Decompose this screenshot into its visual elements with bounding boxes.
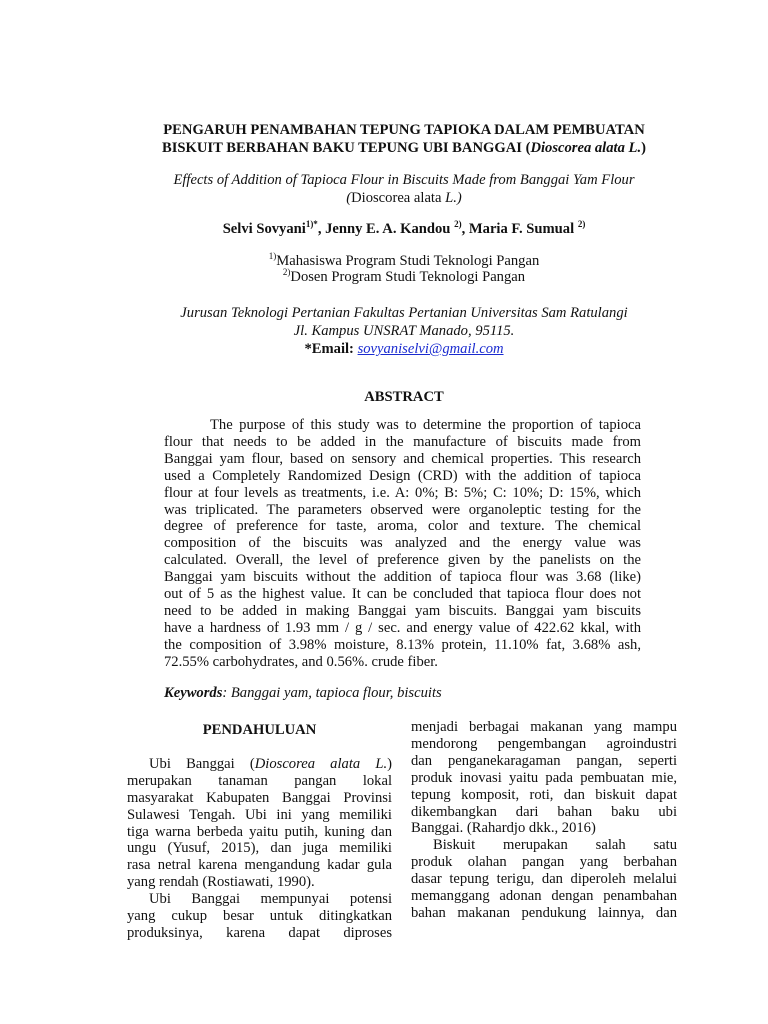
- body-line: menjadi berbagai makanan yang mampu: [411, 719, 677, 735]
- email-link[interactable]: sovyaniselvi@gmail.com: [357, 341, 504, 357]
- body-line: produk inovasi yaitu pada pembuatan mie,: [411, 769, 677, 786]
- body-line: dikembangkan dari bahan baku ubi: [411, 803, 677, 820]
- body-line: yang cukup besar untuk ditingkatkan: [127, 908, 392, 925]
- author-2-sep: ,: [461, 221, 469, 237]
- abstract-line: Banggai yam biscuits without the addition of tapioca flour was 3.68 (like): [164, 569, 641, 586]
- body-text: Ubi Banggai (: [149, 755, 255, 772]
- abstract-line: was triplicated. The parameters observed were organoleptic testing for the: [164, 501, 641, 518]
- abstract-line: have a hardness of 1.93 mm / g / sec. and energy value of 422.62 kkal, with: [164, 619, 641, 636]
- keywords-label: Keywords: [164, 685, 223, 701]
- body-line: Banggai. (Rahardjo dkk., 2016): [411, 820, 596, 837]
- author-2: [325, 221, 469, 237]
- body-line: dan penganekaragaman pangan, seperti: [411, 752, 677, 769]
- institution-line-2: Jl. Kampus UNSRAT Manado, 95115.: [293, 323, 515, 339]
- body-line: memanggang adonan dengan penambahan: [411, 888, 677, 905]
- english-title-close: L.): [441, 190, 462, 206]
- abstract-line: the composition of 3.98% moisture, 8.13% protein, 11.10% fat, 3.68% ash,: [164, 636, 641, 653]
- abstract-line: 72.55% carbohydrates, and 0.56%. crude fiber.: [164, 653, 438, 670]
- body-line: Biskuit merupakan salah satu: [433, 837, 677, 854]
- email-label: *Email:: [304, 341, 358, 357]
- author-2-sup: 2): [454, 219, 462, 229]
- affiliation-2-sup: 2): [282, 267, 291, 277]
- abstract-line: used a Completely Randomized Design (CRD) with the addition of tapioca: [164, 467, 641, 484]
- keywords: [164, 685, 641, 702]
- section-heading-pendahuluan: PENDAHULUAN: [202, 722, 317, 738]
- author-1-sep: ,: [317, 221, 326, 237]
- abstract-line: flour at four levels as treatments, i.e. A: 0%; B: 5%; C: 10%; D: 15%, which: [164, 484, 641, 501]
- left-column: [127, 722, 392, 942]
- english-title-open: (: [346, 190, 352, 206]
- body-line: produk olahan pangan yang berbahan: [411, 854, 677, 871]
- author-3: [469, 221, 585, 237]
- body-line: Sulawesi Tengah. Ubi ini yang memiliki: [127, 806, 392, 823]
- author-1: [223, 221, 325, 237]
- abstract-line: composition of the biscuits was analyzed and the energy value was: [164, 535, 641, 552]
- abstract-line: The purpose of this study was to determine the proportion of tapioca: [210, 417, 641, 433]
- affiliation-list: [120, 253, 688, 285]
- affiliation-2: [120, 269, 688, 285]
- body-line: masyarakat Kabupaten Banggai Provinsi: [127, 789, 392, 806]
- abstract-line: Banggai yam flour, based on sensory and chemical properties. This research: [164, 450, 641, 467]
- english-title-line-1: Effects of Addition of Tapioca Flour in Biscuits Made from Banggai Yam Flour: [173, 172, 635, 188]
- institution-line-1: Jurusan Teknologi Pertanian Fakultas Pertanian Universitas Sam Ratulangi: [180, 305, 628, 321]
- body-line: tiga warna berbeda yaitu putih, kuning dan: [127, 823, 392, 840]
- english-title-line-2: [120, 189, 688, 207]
- institution-address: [120, 304, 688, 340]
- author-1-sup: 1)*: [305, 219, 318, 229]
- body-line: tepung komposit, roti, dan biskuit dapat: [411, 786, 677, 803]
- author-1-name: Selvi Sovyani: [222, 221, 306, 237]
- abstract-body: [164, 417, 641, 671]
- author-list: [120, 220, 688, 238]
- paper-english-title: [120, 171, 688, 207]
- title-line-2: [120, 139, 688, 157]
- body-line: mendorong pengembangan agroindustri: [411, 735, 677, 752]
- title-species-name: Dioscorea alata L.: [530, 140, 642, 156]
- body-line: [127, 756, 392, 773]
- right-column: [411, 719, 677, 922]
- body-line: yang rendah (Rostiawati, 1990).: [127, 874, 315, 891]
- affiliation-1-text: Mahasiswa Program Studi Teknologi Pangan: [276, 253, 540, 269]
- keywords-text: : Banggai yam, tapioca flour, biscuits: [222, 685, 442, 701]
- author-3-sup: 2): [577, 219, 586, 229]
- contact-email: [120, 340, 688, 358]
- body-line: Ubi Banggai mempunyai potensi: [149, 891, 392, 908]
- english-title-species: Dioscorea alata: [351, 190, 442, 206]
- abstract-heading: ABSTRACT: [364, 389, 444, 405]
- paper-title: [120, 121, 688, 157]
- affiliation-1-sup: 1): [268, 251, 277, 261]
- species-name: Dioscorea alata L.: [254, 755, 388, 772]
- title-line-2-close: ): [641, 140, 646, 156]
- body-line: ungu (Yusuf, 2015), dan juga memiliki: [127, 840, 392, 857]
- body-line: dasar tepung terigu, dan diperoleh melalui: [411, 871, 677, 888]
- body-line: merupakan tanaman pangan lokal: [127, 772, 392, 789]
- author-3-name: Maria F. Sumual: [468, 221, 578, 237]
- title-line-2-text: BISKUIT BERBAHAN BAKU TEPUNG UBI BANGGAI (: [162, 140, 531, 156]
- author-2-name: Jenny E. A. Kandou: [325, 221, 455, 237]
- affiliation-1: [120, 253, 688, 269]
- abstract-line: need to be added in making Banggai yam biscuits. Banggai yam biscuits: [164, 602, 641, 619]
- body-line: bahan makanan pendukung lainnya, dan: [411, 904, 677, 921]
- abstract-line: calculated. Overall, the level of preference given by the panelists on the: [164, 552, 641, 569]
- body-line: rasa netral karena mengandung kadar gula: [127, 857, 392, 874]
- affiliation-2-text: Dosen Program Studi Teknologi Pangan: [290, 269, 526, 285]
- body-line: produksinya, karena dapat diproses: [127, 924, 392, 941]
- body-text: ): [387, 755, 392, 772]
- abstract-line: degree of preference for taste, aroma, color and texture. The chemical: [164, 518, 641, 535]
- abstract-line: out of 5 as the highest value. It can be concluded that tapioca flour does not: [164, 586, 641, 603]
- abstract-line: flour that needs to be added in the manufacture of biscuits made from: [164, 433, 641, 450]
- title-line-1: PENGARUH PENAMBAHAN TEPUNG TAPIOKA DALAM PEMBUATAN: [163, 122, 645, 138]
